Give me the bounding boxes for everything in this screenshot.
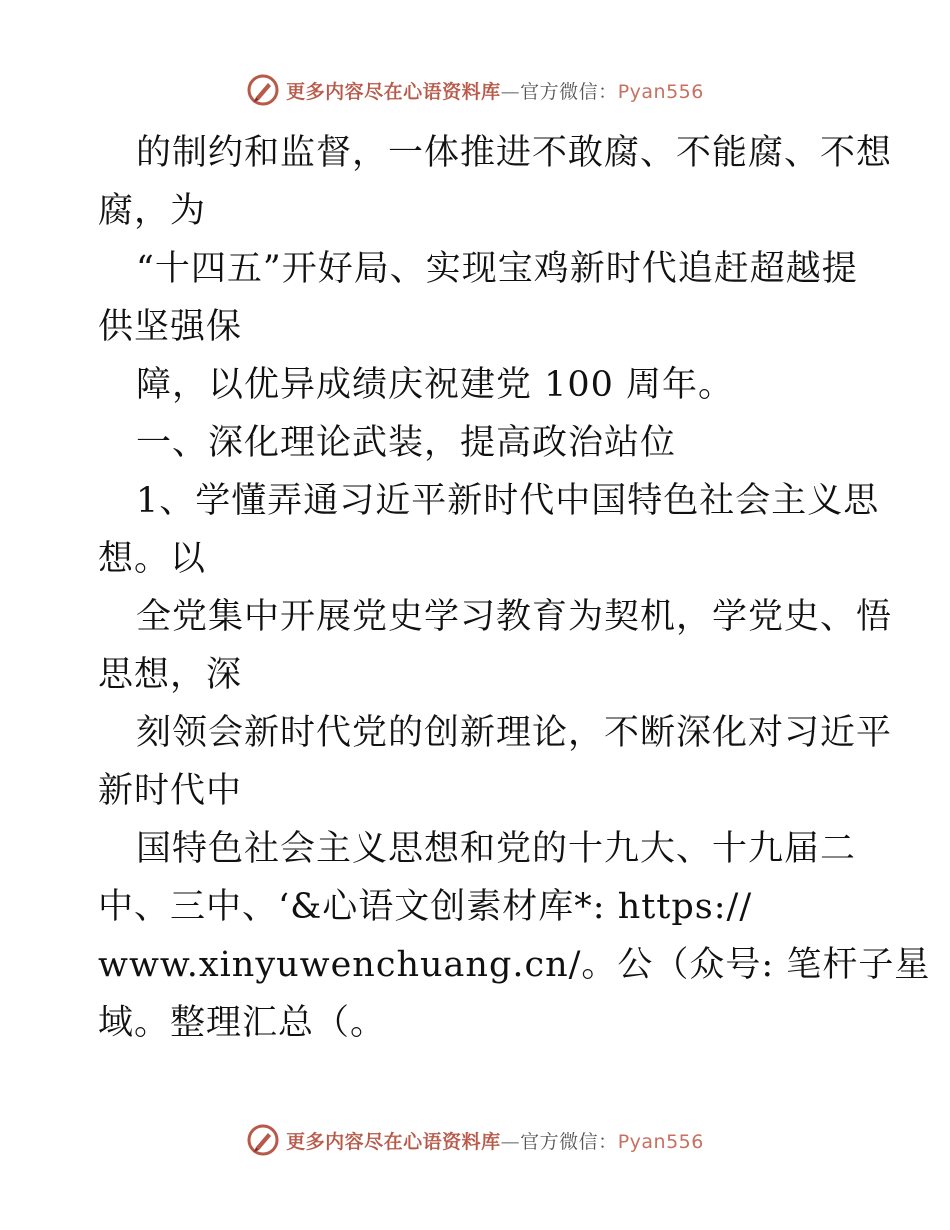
document-body bbox=[98, 124, 931, 1052]
watermark-separator: — bbox=[500, 80, 521, 103]
body-line: 腐，为 bbox=[98, 191, 207, 231]
watermark-separator: — bbox=[500, 1130, 521, 1153]
body-line: www.xinyuwenchuang.cn/。公（众号: 笔杆子星 bbox=[98, 945, 931, 985]
body-line: 新时代中 bbox=[98, 771, 243, 811]
body-line: 全党集中开展党史学习教育为契机，学党史、悟 bbox=[136, 597, 893, 637]
body-line: 域。整理汇总（。 bbox=[98, 1003, 387, 1043]
body-line: 供坚强保 bbox=[98, 307, 243, 347]
watermark-sub-text: 官方微信： bbox=[520, 80, 618, 103]
body-line: 的制约和监督，一体推进不敢腐、不能腐、不想 bbox=[136, 133, 893, 173]
watermark-main-text: 更多内容尽在心语资料库 bbox=[286, 80, 501, 103]
watermark-id-text: Pyan556 bbox=[617, 80, 704, 103]
body-line: 1、学懂弄通习近平新时代中国特色社会主义思 bbox=[136, 481, 880, 521]
watermark-footer bbox=[0, 1120, 950, 1160]
pen-logo-icon bbox=[246, 1123, 280, 1157]
watermark-header bbox=[0, 70, 950, 110]
body-line: 刻领会新时代党的创新理论，不断深化对习近平 bbox=[136, 713, 893, 753]
body-line: 障，以优异成绩庆祝建党 100 周年。 bbox=[136, 365, 735, 405]
watermark-sub-text: 官方微信： bbox=[520, 1130, 618, 1153]
body-line: 国特色社会主义思想和党的十九大、十九届二 bbox=[136, 829, 857, 869]
body-line: 想。以 bbox=[98, 539, 207, 579]
body-line: 中、三中、‘&心语文创素材库*: https:// bbox=[98, 887, 753, 927]
watermark-id-text: Pyan556 bbox=[617, 1130, 704, 1153]
body-line: “十四五”开好局、实现宝鸡新时代追赶超越提 bbox=[136, 249, 858, 289]
section-heading: 一、深化理论武装，提高政治站位 bbox=[136, 423, 677, 463]
pen-logo-icon bbox=[246, 73, 280, 107]
body-line: 思想，深 bbox=[98, 655, 243, 695]
watermark-main-text: 更多内容尽在心语资料库 bbox=[286, 1130, 501, 1153]
